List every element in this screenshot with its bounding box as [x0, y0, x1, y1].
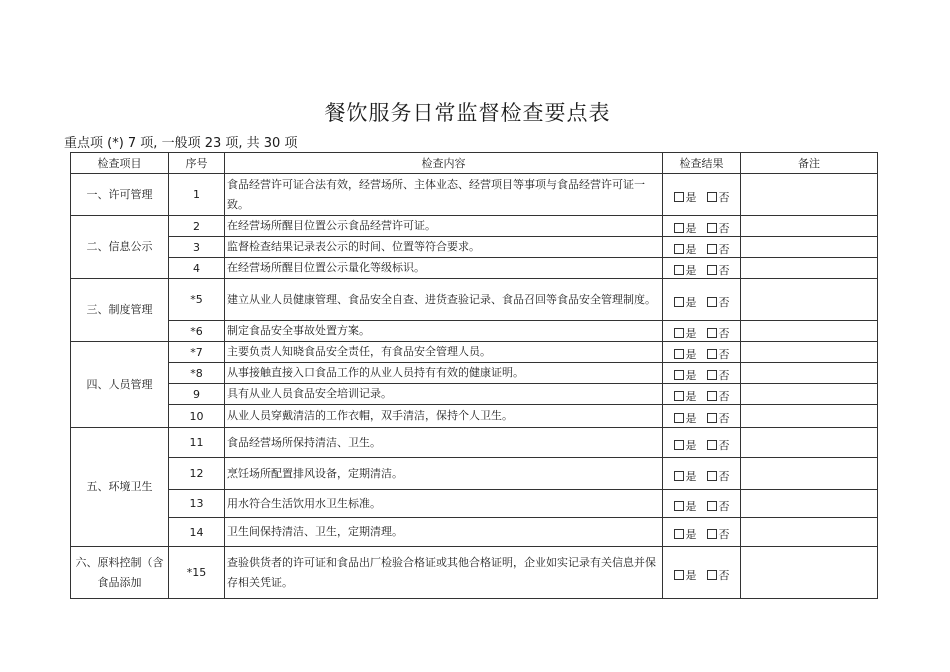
row-number: 11 — [169, 428, 225, 458]
yes-checkbox[interactable] — [674, 192, 684, 202]
no-label: 否 — [718, 190, 730, 204]
inspection-table — [70, 152, 878, 599]
result-options — [674, 296, 730, 309]
result-options — [674, 222, 730, 235]
table-row — [71, 490, 878, 518]
yes-label: 是 — [685, 295, 697, 309]
header-row — [71, 153, 878, 174]
result-cell — [663, 342, 741, 363]
result-options — [674, 528, 730, 541]
no-label: 否 — [718, 499, 730, 513]
table-row — [71, 405, 878, 428]
yes-checkbox[interactable] — [674, 370, 684, 380]
row-content: 在经营场所醒目位置公示量化等级标识。 — [225, 258, 663, 279]
remark-cell[interactable] — [741, 384, 878, 405]
row-number: 1 — [169, 174, 225, 216]
yes-label: 是 — [685, 243, 697, 256]
remark-cell[interactable] — [741, 321, 878, 342]
no-label: 否 — [718, 412, 730, 425]
yes-checkbox[interactable] — [674, 223, 684, 233]
yes-checkbox[interactable] — [674, 265, 684, 275]
row-number: 9 — [169, 384, 225, 405]
yes-checkbox[interactable] — [674, 391, 684, 401]
result-cell — [663, 363, 741, 384]
category-cell: 四、人员管理 — [71, 342, 169, 428]
row-number: 3 — [169, 237, 225, 258]
no-checkbox[interactable] — [707, 244, 717, 254]
row-number: 10 — [169, 405, 225, 428]
row-content: 从事接触直接入口食品工作的从业人员持有有效的健康证明。 — [225, 363, 663, 384]
summary-line: 重点项 (*) 7 项, 一般项 23 项, 共 30 项 — [64, 136, 298, 151]
remark-cell[interactable] — [741, 237, 878, 258]
yes-label: 是 — [685, 327, 697, 340]
row-content: 烹饪场所配置排风设备，定期清洁。 — [225, 458, 663, 490]
category-cell: 二、信息公示 — [71, 216, 169, 279]
no-label: 否 — [718, 243, 730, 256]
no-label: 否 — [718, 222, 730, 235]
result-cell — [663, 547, 741, 599]
result-cell — [663, 174, 741, 216]
row-content: 制定食品安全事故处置方案。 — [225, 321, 663, 342]
category-cell: 三、制度管理 — [71, 279, 169, 342]
result-cell — [663, 216, 741, 237]
row-content: 具有从业人员食品安全培训记录。 — [225, 384, 663, 405]
no-label: 否 — [718, 369, 730, 382]
row-number: *8 — [169, 363, 225, 384]
header-content: 检查内容 — [225, 153, 663, 174]
no-checkbox[interactable] — [707, 471, 717, 481]
no-checkbox[interactable] — [707, 265, 717, 275]
no-label: 否 — [718, 348, 730, 361]
remark-cell[interactable] — [741, 458, 878, 490]
yes-checkbox[interactable] — [674, 501, 684, 511]
table-row — [71, 384, 878, 405]
row-number: *5 — [169, 279, 225, 321]
no-checkbox[interactable] — [707, 349, 717, 359]
table-row — [71, 547, 878, 599]
row-content: 卫生间保持清洁、卫生，定期清理。 — [225, 518, 663, 547]
remark-cell[interactable] — [741, 258, 878, 279]
result-options — [674, 243, 730, 256]
yes-label: 是 — [685, 438, 697, 452]
remark-cell[interactable] — [741, 342, 878, 363]
row-content: 主要负责人知晓食品安全责任，有食品安全管理人员。 — [225, 342, 663, 363]
row-number: 2 — [169, 216, 225, 237]
result-cell — [663, 490, 741, 518]
table-row — [71, 458, 878, 490]
no-checkbox[interactable] — [707, 440, 717, 450]
yes-checkbox[interactable] — [674, 328, 684, 338]
row-number: 14 — [169, 518, 225, 547]
yes-checkbox[interactable] — [674, 471, 684, 481]
row-content: 食品经营场所保持清洁、卫生。 — [225, 428, 663, 458]
no-label: 否 — [718, 469, 730, 483]
no-label: 否 — [718, 528, 730, 541]
no-checkbox[interactable] — [707, 413, 717, 423]
remark-cell[interactable] — [741, 363, 878, 384]
yes-label: 是 — [685, 390, 697, 403]
no-label: 否 — [718, 327, 730, 340]
yes-checkbox[interactable] — [674, 440, 684, 450]
category-cell: 一、许可管理 — [71, 174, 169, 216]
category-cell: 五、环境卫生 — [71, 428, 169, 547]
result-cell — [663, 321, 741, 342]
no-label: 否 — [718, 295, 730, 309]
result-cell — [663, 258, 741, 279]
yes-label: 是 — [685, 190, 697, 204]
yes-label: 是 — [685, 528, 697, 541]
yes-checkbox[interactable] — [674, 244, 684, 254]
result-options — [674, 470, 730, 483]
yes-label: 是 — [685, 469, 697, 483]
result-cell — [663, 518, 741, 547]
table-row — [71, 428, 878, 458]
no-checkbox[interactable] — [707, 529, 717, 539]
table-row — [71, 216, 878, 237]
table-row — [71, 258, 878, 279]
result-options — [674, 327, 730, 340]
no-checkbox[interactable] — [707, 391, 717, 401]
yes-label: 是 — [685, 264, 697, 277]
table-row — [71, 237, 878, 258]
result-options — [674, 439, 730, 452]
remark-cell[interactable] — [741, 405, 878, 428]
no-checkbox[interactable] — [707, 570, 717, 580]
row-number: 13 — [169, 490, 225, 518]
row-number: 12 — [169, 458, 225, 490]
no-checkbox[interactable] — [707, 328, 717, 338]
header-category: 检查项目 — [71, 153, 169, 174]
yes-checkbox[interactable] — [674, 570, 684, 580]
no-checkbox[interactable] — [707, 192, 717, 202]
row-content: 监督检查结果记录表公示的时间、位置等符合要求。 — [225, 237, 663, 258]
result-cell — [663, 279, 741, 321]
result-options — [674, 369, 730, 382]
result-options — [674, 264, 730, 277]
table-row — [71, 321, 878, 342]
no-checkbox[interactable] — [707, 297, 717, 307]
result-cell — [663, 458, 741, 490]
yes-label: 是 — [685, 369, 697, 382]
no-checkbox[interactable] — [707, 370, 717, 380]
row-content: 从业人员穿戴清洁的工作衣帽，双手清洁，保持个人卫生。 — [225, 405, 663, 428]
table-row — [71, 342, 878, 363]
no-label: 否 — [718, 264, 730, 277]
yes-checkbox[interactable] — [674, 349, 684, 359]
result-options — [674, 348, 730, 361]
document-title: 餐饮服务日常监督检查要点表 — [324, 101, 611, 125]
remark-cell[interactable] — [741, 428, 878, 458]
table-row — [71, 279, 878, 321]
result-options — [674, 191, 730, 204]
yes-label: 是 — [685, 348, 697, 361]
no-checkbox[interactable] — [707, 223, 717, 233]
remark-cell[interactable] — [741, 547, 878, 599]
table-row — [71, 174, 878, 216]
table-row — [71, 518, 878, 547]
result-options — [674, 500, 730, 513]
yes-label: 是 — [685, 412, 697, 425]
row-content: 建立从业人员健康管理、食品安全自查、进货查验记录、食品召回等食品安全管理制度。 — [225, 279, 663, 321]
remark-cell[interactable] — [741, 174, 878, 216]
result-options — [674, 569, 730, 582]
row-number: *15 — [169, 547, 225, 599]
yes-checkbox[interactable] — [674, 413, 684, 423]
remark-cell[interactable] — [741, 518, 878, 547]
no-label: 否 — [718, 568, 730, 582]
no-checkbox[interactable] — [707, 501, 717, 511]
header-remark: 备注 — [741, 153, 878, 174]
row-content: 用水符合生活饮用水卫生标准。 — [225, 490, 663, 518]
row-content: 在经营场所醒目位置公示食品经营许可证。 — [225, 216, 663, 237]
result-cell — [663, 237, 741, 258]
row-content: 查验供货者的许可证和食品出厂检验合格证或其他合格证明，企业如实记录有关信息并保存相关凭证。 — [225, 547, 663, 599]
row-number: 4 — [169, 258, 225, 279]
result-cell — [663, 405, 741, 428]
result-cell — [663, 428, 741, 458]
table-row — [71, 363, 878, 384]
no-label: 否 — [718, 390, 730, 403]
yes-label: 是 — [685, 568, 697, 582]
yes-label: 是 — [685, 499, 697, 513]
result-options — [674, 390, 730, 403]
row-number: *6 — [169, 321, 225, 342]
yes-label: 是 — [685, 222, 697, 235]
no-label: 否 — [718, 438, 730, 452]
row-content: 食品经营许可证合法有效，经营场所、主体业态、经营项目等事项与食品经营许可证一致。 — [225, 174, 663, 216]
header-result: 检查结果 — [663, 153, 741, 174]
category-cell: 六、原料控制（含食品添加 — [71, 547, 169, 599]
remark-cell[interactable] — [741, 279, 878, 321]
yes-checkbox[interactable] — [674, 297, 684, 307]
result-cell — [663, 384, 741, 405]
yes-checkbox[interactable] — [674, 529, 684, 539]
row-number: *7 — [169, 342, 225, 363]
result-options — [674, 412, 730, 425]
remark-cell[interactable] — [741, 216, 878, 237]
header-no: 序号 — [169, 153, 225, 174]
remark-cell[interactable] — [741, 490, 878, 518]
